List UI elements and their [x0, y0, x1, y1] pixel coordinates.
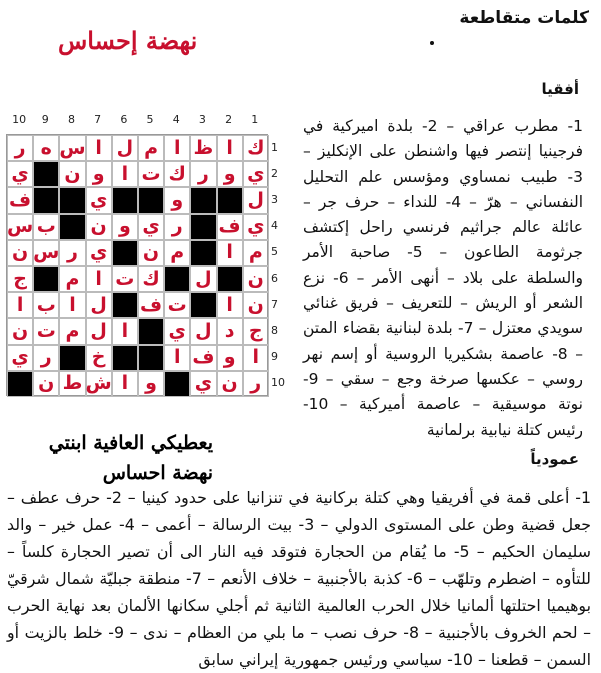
- note: [18, 428, 213, 488]
- grid-cell: ف: [217, 214, 243, 240]
- grid-block: [112, 345, 138, 371]
- grid-cell: ي: [7, 345, 33, 371]
- grid-cell: ف: [190, 345, 216, 371]
- grid-cell: ا: [86, 135, 112, 161]
- grid-cell: ر: [190, 161, 216, 187]
- grid-cell: ي: [7, 161, 33, 187]
- grid-block: [164, 371, 190, 397]
- grid-cell: ن: [7, 240, 33, 266]
- across-clues: 1- مطرب عراقي – 2- بلدة اميركية في فرجينيا إنتصر فيها واشنطن على الإنكليز – 3- طبيب نمساوي ومؤسس علم التحليل النفساني – هرّ – 4- للنداء – حرف جر – عائلة عالم جراثيم فرنسي راحل إكتشف جرثومة الطاعون – 5- صاحبة الأمر والسلطة على بلاد – أنهى الأمر – 6- نزع الشعر أو الريش – للتعريف – فريق غنائي سويدي معتزل – 7- بلدة لبنانية بقضاء المتن – 8- عاصمة بشكيريا الروسية أو إسم نهر روسي – عكسها صرخة وجع – سقي – 9- نوتة موسيقية – عاصمة أميركية – 10- رئيس كتلة نيابية برلمانية: [303, 117, 584, 439]
- grid-cell: و: [138, 371, 164, 397]
- page-title: كلمات متقاطعة: [459, 8, 589, 28]
- grid-cell: ك: [138, 266, 164, 292]
- column-number: 3: [198, 113, 206, 126]
- column-number: 9: [41, 113, 49, 126]
- column-number: 1: [251, 113, 259, 126]
- grid-cell: و: [86, 161, 112, 187]
- grid-cell: م: [138, 135, 164, 161]
- grid-cell: ط: [59, 371, 85, 397]
- grid-cell: خ: [86, 345, 112, 371]
- grid-block: [33, 266, 59, 292]
- grid-cell: ي: [243, 214, 269, 240]
- row-number: 2: [271, 166, 278, 180]
- across-heading: أفقيا: [541, 80, 579, 98]
- grid-cell: ب: [33, 292, 59, 318]
- grid-cell: ن: [243, 292, 269, 318]
- grid-cell: ر: [243, 371, 269, 397]
- row-number: 6: [271, 271, 278, 285]
- grid-cell: ك: [243, 135, 269, 161]
- column-number: 10: [12, 113, 27, 126]
- grid-cell: ر: [59, 240, 85, 266]
- grid-cell: ن: [138, 240, 164, 266]
- grid-cell: ه: [33, 135, 59, 161]
- grid-block: [217, 187, 243, 213]
- grid-cell: ل: [243, 187, 269, 213]
- column-number: 6: [120, 113, 128, 126]
- grid-cell: ا: [7, 292, 33, 318]
- grid-cell: ا: [217, 292, 243, 318]
- grid-cell: ت: [33, 318, 59, 344]
- grid-cell: ي: [138, 214, 164, 240]
- grid-cell: ر: [164, 214, 190, 240]
- author-name: نهضة إحساس: [58, 26, 198, 55]
- grid-cell: ا: [217, 135, 243, 161]
- grid-cell: ظ: [190, 135, 216, 161]
- grid-block: [7, 371, 33, 397]
- column-number: 4: [172, 113, 180, 126]
- grid-block: [112, 187, 138, 213]
- grid-cell: ا: [112, 161, 138, 187]
- grid-cell: ب: [33, 214, 59, 240]
- grid-block: [217, 266, 243, 292]
- grid-cell: ي: [86, 187, 112, 213]
- grid-cell: ج: [7, 266, 33, 292]
- grid-cell: ا: [112, 371, 138, 397]
- grid-cell: ا: [164, 345, 190, 371]
- grid-cell: د: [217, 318, 243, 344]
- grid-cell: ل: [86, 318, 112, 344]
- row-number: 5: [271, 245, 278, 259]
- grid-block: [190, 240, 216, 266]
- row-number: 10: [271, 376, 285, 390]
- grid-cell: ت: [164, 292, 190, 318]
- grid-cell: ا: [243, 345, 269, 371]
- grid-cell: ل: [190, 266, 216, 292]
- column-number: 7: [94, 113, 102, 126]
- grid-cell: ن: [243, 266, 269, 292]
- column-number: 8: [67, 113, 75, 126]
- grid-cell: و: [217, 161, 243, 187]
- grid-cell: ل: [190, 318, 216, 344]
- grid-cell: ت: [138, 161, 164, 187]
- grid-cell: ن: [59, 161, 85, 187]
- grid-cell: ن: [217, 371, 243, 397]
- grid-block: [138, 318, 164, 344]
- crossword-grid: [6, 134, 268, 396]
- grid-cell: ن: [33, 371, 59, 397]
- grid-block: [138, 187, 164, 213]
- grid-cell: م: [243, 240, 269, 266]
- grid-cell: ا: [112, 318, 138, 344]
- row-numbers: [271, 134, 289, 396]
- row-number: 1: [271, 140, 278, 154]
- grid-cell: ج: [243, 318, 269, 344]
- grid-block: [59, 214, 85, 240]
- down-clues: 1- أعلى قمة في أفريقيا وهي كتلة بركانية في تنزانيا على حدود كينيا – 2- حرف عطف – جعل قضية وطن على المستوى الدولي – 3- بيت الرسالة – أعمى – 4- عمل خير – والد سليمان الحكيم – 5- ما يُقام من الحجارة فتوقد فيه النار الى أن تصير الحجارة كلساً – للتأوه – اضطرم وتلهّب – 6- كذبة بالأجنبية – خلاف الأنعم – 7- منطقة جبليّة شمال شرقيّ بوهيميا احتلتها ألمانيا خلال الحرب العالمية الثانية ثم أجلي سكانها الألمان بعد نهاية الحرب – لحم الخروف بالأجنبية – 8- حرف نصب – ما بلي من العظام – ندى – 9- خلط بالزيت أو السمن – قطعنا – 10- سياسي ورئيس جمهورية إيراني سابق: [7, 488, 592, 669]
- grid-cell: م: [59, 318, 85, 344]
- column-number: 2: [225, 113, 233, 126]
- note-line-1: يعطيكي العافية ابنتي: [48, 432, 213, 454]
- grid-cell: ف: [138, 292, 164, 318]
- grid-block: [112, 292, 138, 318]
- grid-cell: و: [217, 345, 243, 371]
- grid-block: [164, 266, 190, 292]
- grid-cell: ن: [86, 214, 112, 240]
- grid-cell: ف: [7, 187, 33, 213]
- grid-cell: س: [7, 214, 33, 240]
- grid-cell: م: [59, 266, 85, 292]
- grid-cell: ا: [164, 135, 190, 161]
- grid-block: [190, 292, 216, 318]
- grid-block: [59, 345, 85, 371]
- down-heading: عمودياً: [530, 450, 579, 468]
- grid-cell: ن: [7, 318, 33, 344]
- grid-block: [33, 187, 59, 213]
- grid-cell: ر: [7, 135, 33, 161]
- grid-cell: ا: [86, 266, 112, 292]
- stray-dot: [430, 41, 434, 45]
- grid-cell: ا: [217, 240, 243, 266]
- grid-cell: و: [164, 187, 190, 213]
- grid-cell: ش: [86, 371, 112, 397]
- grid-block: [112, 240, 138, 266]
- grid-cell: ك: [164, 161, 190, 187]
- note-line-2: نهضة احساس: [102, 462, 213, 484]
- grid-cell: ا: [59, 292, 85, 318]
- grid-cell: م: [164, 240, 190, 266]
- grid-block: [138, 345, 164, 371]
- column-numbers: [6, 113, 268, 126]
- row-number: 8: [271, 323, 278, 337]
- grid-cell: ي: [86, 240, 112, 266]
- grid-cell: ي: [190, 371, 216, 397]
- grid-cell: ل: [86, 292, 112, 318]
- grid-block: [33, 161, 59, 187]
- grid-cell: ر: [33, 345, 59, 371]
- row-number: 7: [271, 297, 278, 311]
- grid-cell: س: [59, 135, 85, 161]
- grid-block: [190, 214, 216, 240]
- grid-cell: ت: [112, 266, 138, 292]
- grid-cell: ي: [243, 161, 269, 187]
- grid-cell: و: [112, 214, 138, 240]
- row-number: 3: [271, 192, 278, 206]
- grid-cell: س: [33, 240, 59, 266]
- grid-cell: ي: [164, 318, 190, 344]
- grid-block: [59, 187, 85, 213]
- grid-cell: ل: [112, 135, 138, 161]
- row-number: 4: [271, 219, 278, 233]
- column-number: 5: [146, 113, 154, 126]
- row-number: 9: [271, 350, 278, 364]
- grid-block: [190, 187, 216, 213]
